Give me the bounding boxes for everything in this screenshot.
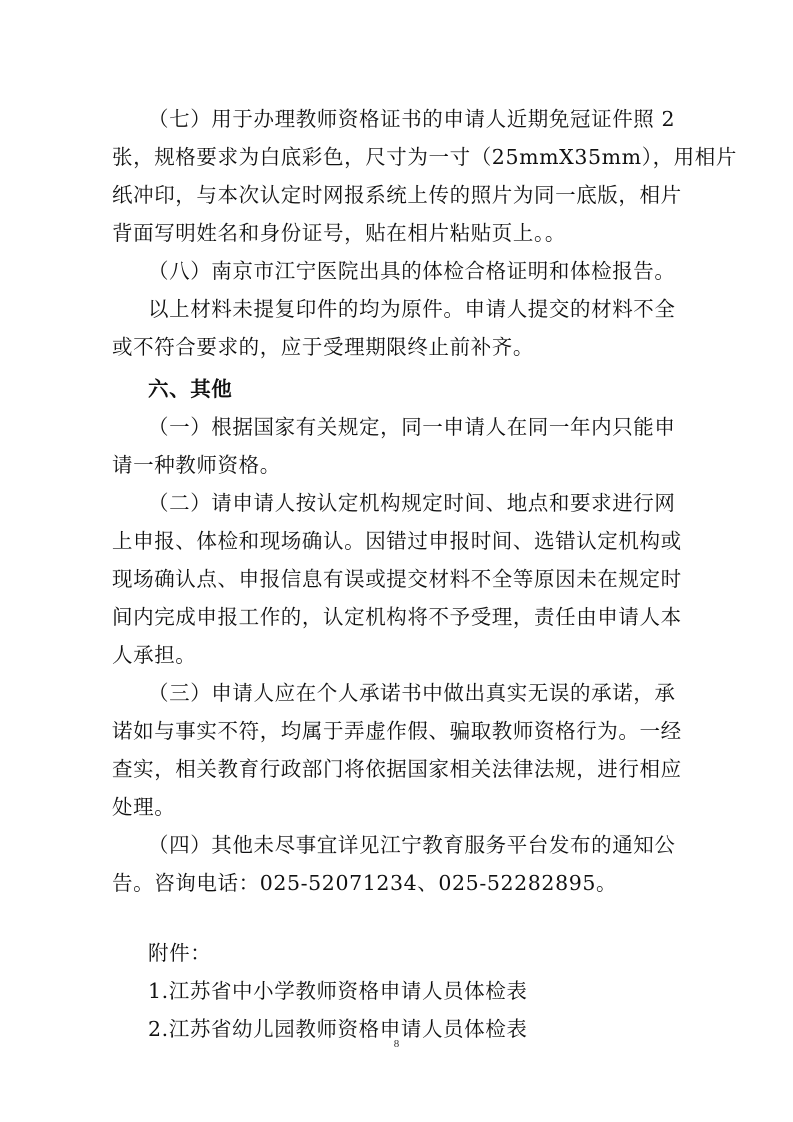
paragraph-line: （七）用于办理教师资格证书的申请人近期免冠证件照 2 [148, 107, 676, 131]
document-body [112, 100, 737, 1048]
section-six-item-3 [112, 674, 688, 826]
paragraph-line: 以上材料未提复印件的均为原件。申请人提交的材料不全 [148, 297, 676, 321]
paragraph-line: 诺如与事实不符，均属于弄虚作假、骗取教师资格行为。一经 [112, 719, 682, 743]
paragraph-line: （三）申请人应在个人承诺书中做出真实无误的承诺，承 [148, 681, 676, 705]
paragraph-line: 张，规格要求为白底彩色，尺寸为一寸（25mmX35mm），用相片 [112, 145, 737, 169]
paragraph-line: （一）根据国家有关规定，同一申请人在同一年内只能申 [148, 415, 676, 439]
paragraph-item-7 [112, 100, 737, 252]
attachment-item: 2.江苏省幼儿园教师资格申请人员体检表 [148, 1017, 528, 1041]
paragraph-line: 现场确认点、申报信息有误或提交材料不全等原因未在规定时 [112, 567, 682, 591]
paragraph-line: 请一种教师资格。 [112, 453, 281, 477]
section-heading-other: 六、其他 [148, 377, 233, 401]
paragraph-line: 处理。 [112, 795, 176, 819]
paragraph-line: 上申报、体检和现场确认。因错过申报时间、选错认定机构或 [112, 529, 682, 553]
paragraph-line: 背面写明姓名和身份证号，贴在相片粘贴页上。。 [112, 221, 566, 245]
paragraph-materials-note [112, 290, 688, 366]
paragraph-line: 间内完成申报工作的，认定机构将不予受理，责任由申请人本 [112, 605, 682, 629]
paragraph-line: 查实，相关教育行政部门将依据国家相关法律法规，进行相应 [112, 757, 682, 781]
attachments-block [112, 934, 688, 1048]
paragraph-item-8 [112, 252, 688, 290]
page-number: 8 [393, 1038, 400, 1050]
paragraph-line: （二）请申请人按认定机构规定时间、地点和要求进行网 [148, 491, 676, 515]
paragraph-line: 纸冲印，与本次认定时网报系统上传的照片为同一底版，相片 [112, 183, 682, 207]
paragraph-line: 人承担。 [112, 643, 197, 667]
attachment-item: 1.江苏省中小学教师资格申请人员体检表 [148, 979, 528, 1003]
attachments-label: 附件： [148, 941, 212, 965]
section-six-item-4 [112, 826, 688, 902]
paragraph-line: 告。咨询电话：025-52071234、025-52282895。 [112, 871, 618, 895]
section-six-item-2 [112, 484, 688, 674]
paragraph-line: 或不符合要求的，应于受理期限终止前补齐。 [112, 335, 534, 359]
section-six-item-1 [112, 408, 688, 484]
paragraph-line: （八）南京市江宁医院出具的体检合格证明和体检报告。 [148, 259, 676, 283]
paragraph-line: （四）其他未尽事宜详见江宁教育服务平台发布的通知公 [148, 833, 676, 857]
